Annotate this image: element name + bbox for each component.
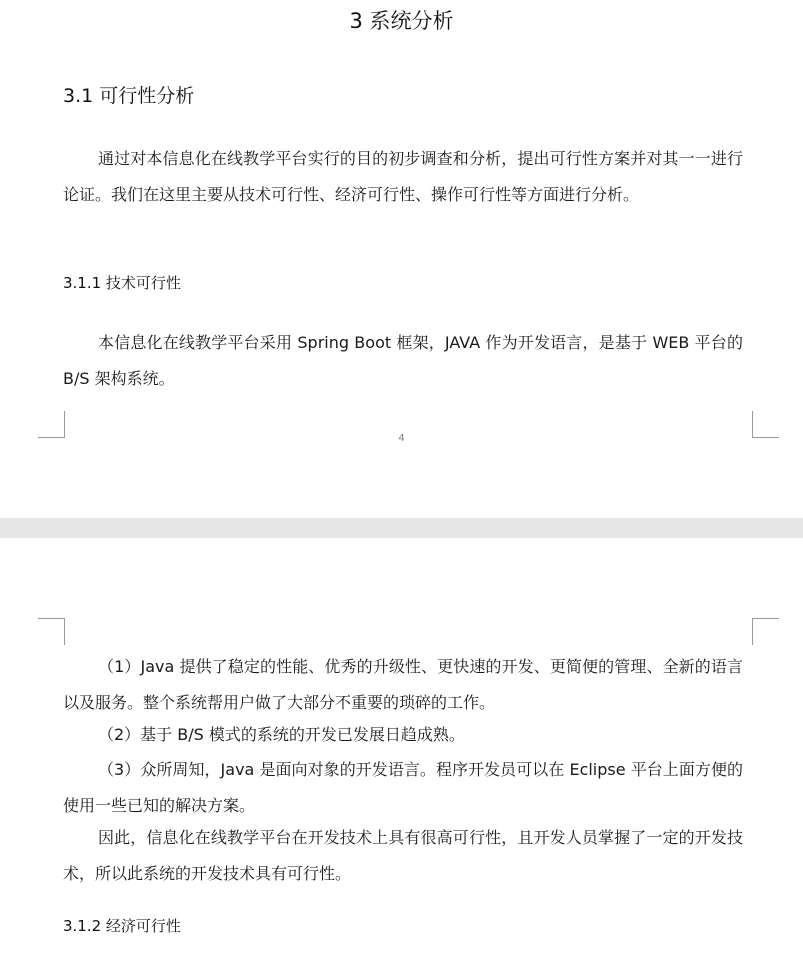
subsection-title-technical: 3.1.1 技术可行性 (63, 274, 181, 292)
list-item: （3）众所周知，Java 是面向对象的开发语言。程序开发员可以在 Eclipse 平台上面方便的使用一些已知的解决方案。 (63, 760, 743, 815)
margin-corner-mark (752, 618, 779, 645)
intro-paragraph: 通过对本信息化在线教学平台实行的目的初步调查和分析，提出可行性方案并对其一一进行论证。我们在这里主要从技术可行性、经济可行性、操作可行性等方面进行分析。 (63, 149, 743, 204)
section-title: 3.1 可行性分析 (63, 85, 195, 107)
conclusion-paragraph: 因此，信息化在线教学平台在开发技术上具有很高可行性，且开发人员掌握了一定的开发技术，所以此系统的开发技术具有可行性。 (63, 828, 743, 883)
list-item: （1）Java 提供了稳定的性能、优秀的升级性、更快速的开发、更简便的管理、全新的语言以及服务。整个系统帮用户做了大部分不重要的琐碎的工作。 (63, 657, 743, 712)
margin-corner-mark (38, 618, 65, 645)
tech-paragraph: 本信息化在线教学平台采用 Spring Boot 框架，JAVA 作为开发语言，是基于 WEB 平台的 B/S 架构系统。 (63, 333, 743, 388)
chapter-title: 3 系统分析 (349, 9, 454, 33)
document-page-2 (0, 538, 803, 969)
page-number: 4 (398, 433, 405, 444)
subsection-title-economic: 3.1.2 经济可行性 (63, 917, 181, 935)
list-item: （2）基于 B/S 模式的系统的开发已发展日趋成熟。 (98, 725, 465, 744)
page-separator (0, 518, 803, 538)
